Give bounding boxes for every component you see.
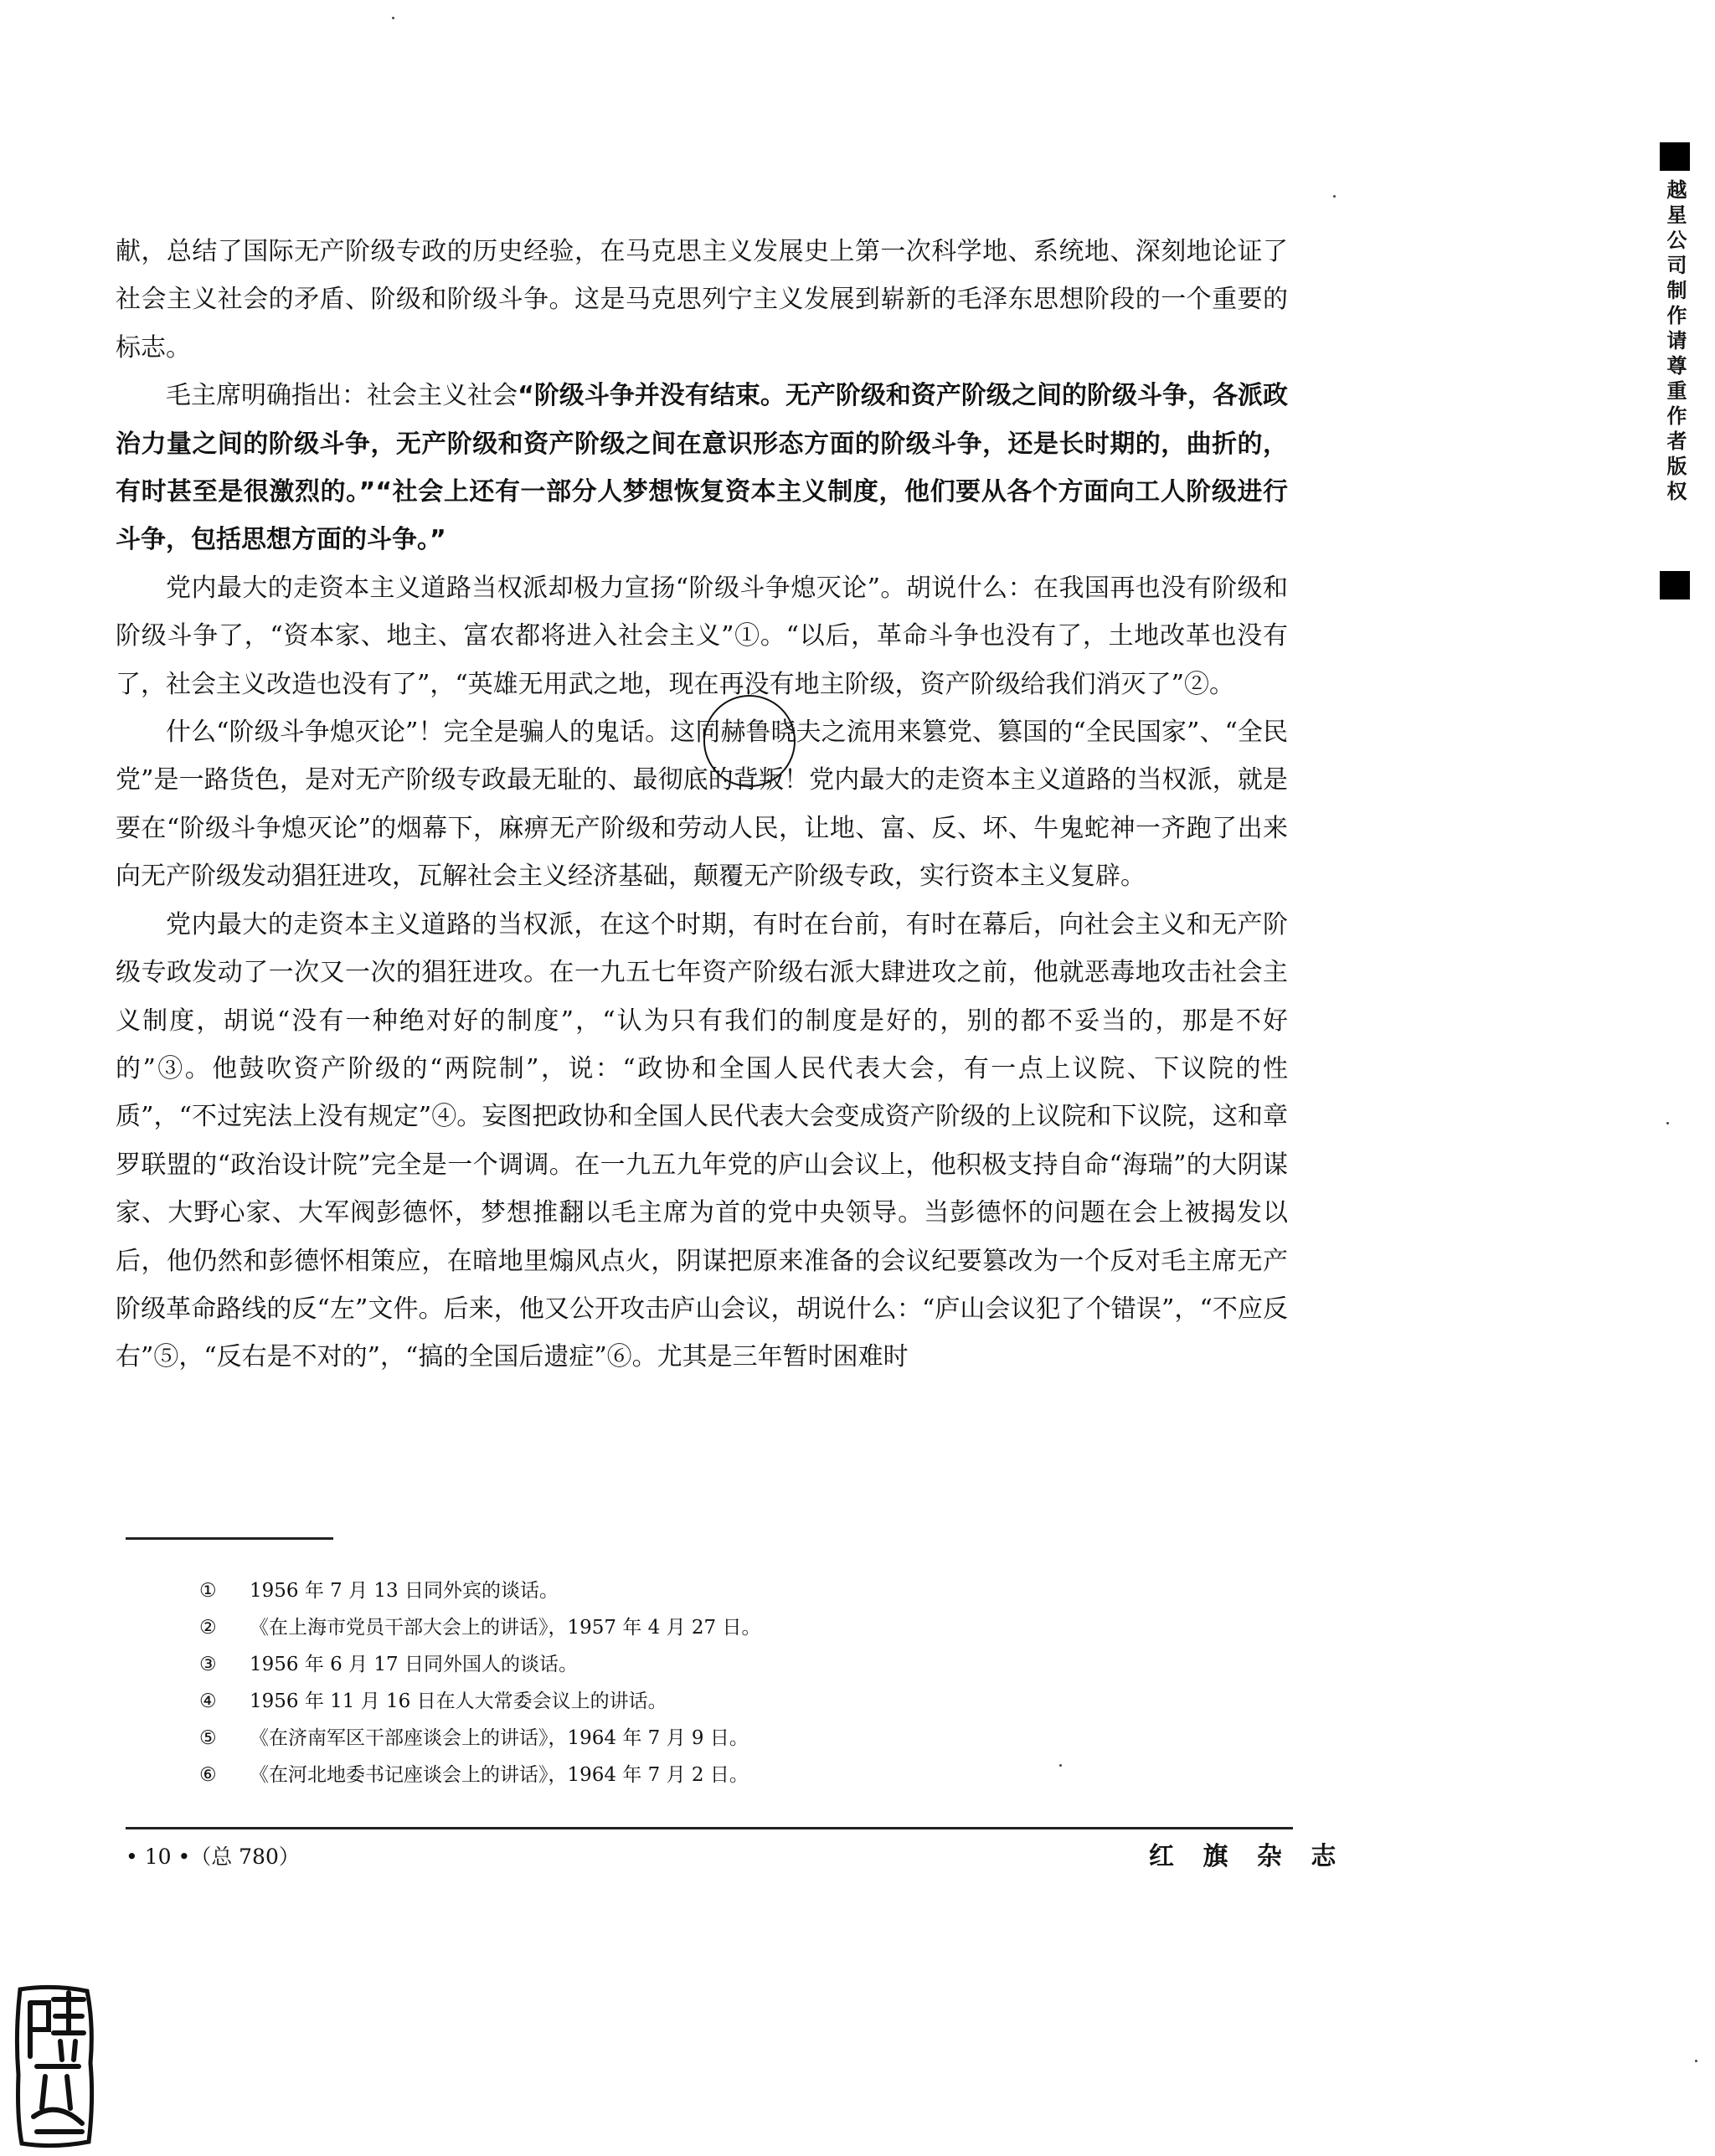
- seal-stamp: [12, 1983, 99, 2150]
- scan-speck: [392, 17, 394, 19]
- footnotes: [199, 1572, 1120, 1793]
- footnote-number: ⑥: [199, 1764, 217, 1786]
- paragraph: [116, 901, 1288, 1382]
- footnote-text: 《在上海市党员干部大会上的讲话》，1957 年 4 月 27 日。: [250, 1617, 761, 1639]
- article-body: [116, 228, 1288, 1382]
- footnote-text: 1956 年 7 月 13 日同外宾的谈话。: [250, 1580, 559, 1602]
- footnote-number: ②: [199, 1617, 217, 1639]
- paragraph-text: 党内最大的走资本主义道路当权派却极力宣扬“阶级斗争熄灭论”。胡说什么：在我国再也没有阶级和阶级斗争了，“资本家、地主、富农都将进入社会主义”①。“以后，革命斗争也没有了，土地改革也没有了，社会主义改造也没有了”，“英雄无用武之地，现在再没有地主阶级，资产阶级给我们消灭了”②。: [116, 573, 1288, 699]
- scan-speck: [1059, 1764, 1062, 1767]
- paragraph: [116, 372, 1288, 564]
- footnote-item: [199, 1646, 1120, 1683]
- footnote-separator: [126, 1537, 333, 1540]
- footnote-number: ⑤: [199, 1727, 217, 1749]
- paragraph-text: 什么“阶级斗争熄灭论”！完全是骗人的鬼话。这同赫鲁晓夫之流用来篡党、篡国的“全民国家”、“全民党”是一路货色，是对无产阶级专政最无耻的、最彻底的背叛！党内最大的走资本主义道路的当权派，就是要在“阶级斗争熄灭论”的烟幕下，麻痹无产阶级和劳动人民，让地、富、反、坏、牛鬼蛇神一齐跑了出来向无产阶级发动猖狂进攻，瓦解社会主义经济基础，颠覆无产阶级专政，实行资本主义复辟。: [116, 718, 1288, 892]
- footnote-number: ④: [199, 1690, 217, 1712]
- paragraph-text: 毛主席明确指出：社会主义社会: [166, 381, 518, 411]
- scan-speck: [1666, 1122, 1669, 1124]
- paragraph-text: 党内最大的走资本主义道路的当权派，在这个时期，有时在台前，有时在幕后，向社会主义和无产阶级专政发动了一次又一次的猖狂进攻。在一九五七年资产阶级右派大肆进攻之前，他就恶毒地攻击社会主义制度，胡说“没有一种绝对好的制度”，“认为只有我们的制度是好的，别的都不妥当的，那是不好的”③。他鼓吹资产阶级的“两院制”，说：“政协和全国人民代表大会，有一点上议院、下议院的性质”，“不过宪法上没有规定”④。妄图把政协和全国人民代表大会变成资产阶级的上议院和下议院，这和章罗联盟的“政治设计院”完全是一个调调。在一九五九年党的庐山会议上，他积极支持自命“海瑞”的大阴谋家、大野心家、大军阀彭德怀，梦想推翻以毛主席为首的党中央领导。当彭德怀的问题在会上被揭发以后，他仍然和彭德怀相策应，在暗地里煽风点火，阴谋把原来准备的会议纪要篡改为一个反对毛主席无产阶级革命路线的反“左”文件。后来，他又公开攻击庐山会议，胡说什么：“庐山会议犯了个错误”，“不应反右”⑤，“反右是不对的”，“搞的全国后遗症”⑥。尤其是三年暂时困难时: [116, 909, 1288, 1372]
- footnote-item: [199, 1720, 1120, 1757]
- footnote-item: [199, 1572, 1120, 1609]
- footnote-item: [199, 1609, 1120, 1646]
- scan-speck: [1695, 2060, 1697, 2062]
- footnote-number: ①: [199, 1580, 217, 1602]
- side-notice-bar-top: [1660, 142, 1690, 171]
- side-copyright-notice: 越星公司制作请尊重作者版权: [1663, 179, 1687, 506]
- footnote-item: [199, 1757, 1120, 1793]
- footnote-number: ③: [199, 1654, 217, 1675]
- paragraph-text: 献，总结了国际无产阶级专政的历史经验，在马克思主义发展史上第一次科学地、系统地、深刻地论证了社会主义社会的矛盾、阶级和阶级斗争。这是马克思列宁主义发展到崭新的毛泽东思想阶段的一个重要的标志。: [116, 237, 1288, 363]
- quote-bold: “阶级斗争并没有结束。无产阶级和资产阶级之间的阶级斗争，各派政治力量之间的阶级斗争，无产阶级和资产阶级之间在意识形态方面的阶级斗争，还是长时期的，曲折的，有时甚至是很激烈的。”“社会上还有一部分人梦想恢复资本主义制度，他们要从各个方面向工人阶级进行斗争，包括思想方面的斗争。”: [116, 381, 1289, 555]
- pencil-circle-mark: [703, 695, 796, 787]
- page-number: • 10 •（总 780）: [126, 1845, 300, 1869]
- footnote-text: 《在济南军区干部座谈会上的讲话》，1964 年 7 月 9 日。: [250, 1727, 749, 1749]
- paragraph: [116, 228, 1288, 372]
- footnote-text: 1956 年 6 月 17 日同外国人的谈话。: [250, 1654, 578, 1675]
- footnote-text: 《在河北地委书记座谈会上的讲话》，1964 年 7 月 2 日。: [250, 1764, 749, 1786]
- side-notice-bar-bottom: [1660, 571, 1690, 599]
- paragraph: [116, 708, 1288, 901]
- footnote-text: 1956 年 11 月 16 日在人大常委会议上的讲话。: [250, 1690, 667, 1712]
- journal-name: 红 旗 杂 志: [1149, 1842, 1347, 1871]
- scan-speck: [1333, 195, 1336, 198]
- footnote-item: [199, 1683, 1120, 1720]
- footer-rule: [126, 1827, 1293, 1829]
- paragraph: [116, 564, 1288, 708]
